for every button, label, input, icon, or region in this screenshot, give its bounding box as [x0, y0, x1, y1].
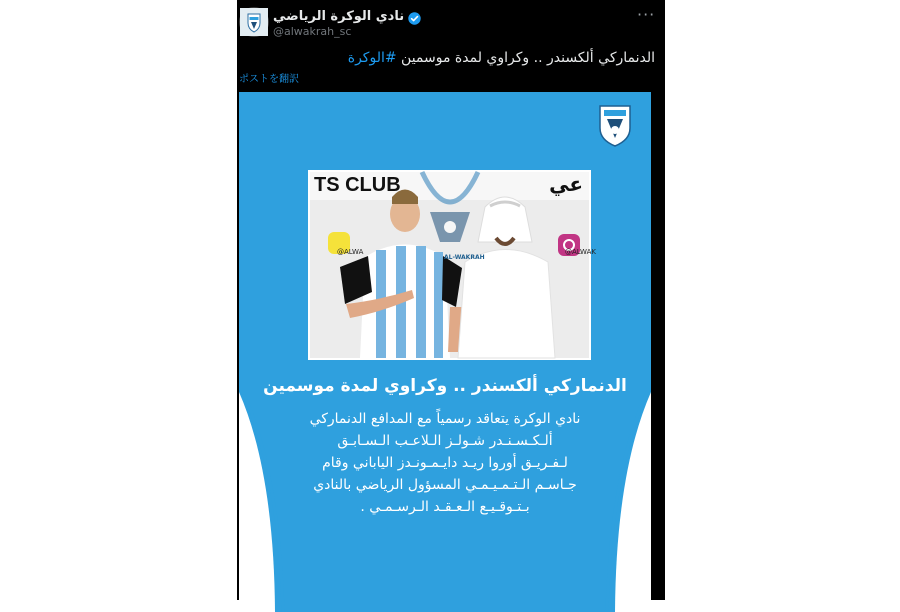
tweet-header	[237, 0, 665, 44]
card-body-line: جـاسـم الـتـمـيـمـي المسؤول الرياضي بالنادي	[313, 477, 577, 493]
account-avatar[interactable]	[239, 7, 269, 37]
account-name-row[interactable]	[273, 8, 421, 24]
verified-badge-icon	[408, 10, 421, 23]
more-dots-icon[interactable]: ···	[637, 5, 656, 24]
club-logo-icon	[597, 104, 633, 148]
card-body-text	[289, 408, 601, 518]
card-body-line: لـفـريـق أوروا ريـد دايـمـونـدز الياباني وقام	[322, 455, 568, 471]
club-crest-icon	[240, 8, 268, 36]
instagram-handle: @ALWAK	[565, 248, 596, 256]
hashtag-link[interactable]: #الوكرة	[347, 50, 397, 66]
crest-caption: AL-WAKRAH	[444, 254, 485, 261]
signing-photo[interactable]	[308, 170, 596, 360]
backdrop-arabic-text: عي	[549, 172, 583, 196]
photo-illustration	[310, 172, 589, 358]
account-name[interactable]: نادي الوكرة الرياضي	[273, 8, 405, 24]
card-body-line: نادي الوكرة يتعاقد رسمياً مع المدافع الدنماركي	[309, 411, 581, 427]
tweet-text-main: الدنماركي ألكسندر .. وكراوي لمدة موسمين	[396, 50, 655, 66]
card-body-line: ألـكـسـنـدر شـولـز الـلاعـب الـسـابـق	[337, 433, 553, 449]
card-headline: الدنماركي ألكسندر .. وكراوي لمدة موسمين	[263, 376, 627, 396]
media-card[interactable]	[239, 92, 651, 612]
tweet-text	[255, 49, 655, 67]
backdrop-text: TS CLUB	[314, 174, 401, 196]
card-body-line: بـتـوقـيـع الـعـقـد الـرسـمـي .	[360, 499, 530, 515]
translate-post-link[interactable]: ポストを翻訳	[239, 74, 299, 85]
account-handle[interactable]: @alwakrah_sc	[273, 25, 352, 38]
snapchat-handle: @ALWA	[337, 248, 364, 256]
tweet	[237, 0, 665, 600]
